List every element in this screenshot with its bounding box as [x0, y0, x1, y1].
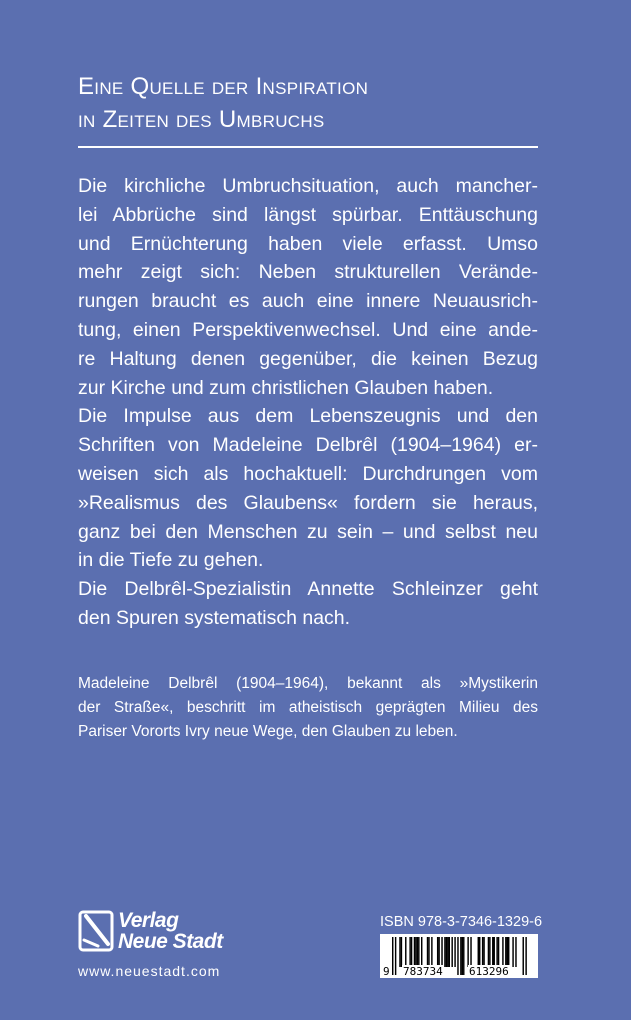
description-line: re Haltung denen gegenüber, die keinen Bezug	[78, 347, 538, 370]
barcode-bar	[405, 937, 406, 967]
barcode-bar	[512, 937, 513, 967]
barcode-bar	[417, 937, 418, 967]
barcode-bar	[444, 937, 445, 967]
barcode-bar	[507, 937, 508, 967]
description-line: mehr zeigt sich: Neben strukturellen Verände-	[78, 261, 538, 284]
barcode-digit-first: 9	[383, 965, 390, 978]
headline-line-1: Eine Quelle der Inspiration	[78, 73, 369, 100]
headline	[78, 70, 548, 136]
barcode-digits-right: 613296	[469, 965, 509, 978]
barcode-digits	[380, 965, 538, 979]
barcode-bar	[492, 937, 493, 967]
publisher-name	[118, 910, 223, 952]
barcode-bar	[483, 937, 484, 967]
barcode-bar	[414, 937, 415, 967]
isbn-label: ISBN 978-3-7346-1329-6	[380, 914, 543, 930]
description-line: und Ernüchterung haben viele erfasst. Umso	[78, 232, 538, 255]
description-line: »Realismus des Glaubens« fordern sie heraus,	[78, 491, 538, 514]
barcode-bar	[447, 937, 448, 967]
barcode-bar	[488, 937, 489, 967]
publisher-website: www.neuestadt.com	[78, 963, 221, 979]
barcode-bar	[446, 937, 447, 967]
barcode-bar	[428, 937, 429, 967]
barcode-bar	[479, 937, 480, 967]
barcode-bar	[415, 937, 416, 967]
barcode-bar	[427, 937, 428, 967]
barcode-bar	[467, 937, 468, 967]
barcode-bar	[454, 937, 455, 967]
barcode-bar	[421, 937, 422, 967]
barcode-bar	[482, 937, 483, 967]
description-line: lei Abbrüche sind längst spürbar. Enttäuschung	[78, 203, 538, 226]
publisher-name-line-2: Neue Stadt	[118, 930, 223, 953]
barcode-bar	[437, 937, 438, 967]
description-line: Schriften von Madeleine Delbrêl (1904–1964) er-	[78, 434, 538, 457]
barcode-bar	[494, 937, 495, 967]
barcode-bar	[489, 937, 490, 967]
bio-line: Madeleine Delbrêl (1904–1964), bekannt als »Mystikerin	[78, 675, 538, 692]
bio-line: Pariser Vororts Ivry neue Wege, den Glauben zu leben.	[78, 723, 458, 740]
barcode-bar	[470, 937, 471, 967]
barcode-bar	[451, 937, 452, 967]
publisher-logo	[78, 910, 278, 960]
barcode-bar	[399, 937, 400, 967]
barcode-digits-left: 783734	[403, 965, 443, 978]
divider-rule	[78, 146, 538, 148]
barcode-bar	[441, 937, 442, 967]
barcode-bar	[449, 937, 450, 967]
publisher-logo-icon	[78, 910, 114, 952]
barcode-bar	[431, 937, 432, 967]
headline-line-2: in Zeiten des Umbruchs	[78, 106, 325, 133]
barcode-bar	[438, 937, 439, 967]
barcode-bar	[502, 937, 503, 967]
description-line: Die kirchliche Umbruchsituation, auch mancher-	[78, 175, 538, 197]
description-text	[78, 172, 538, 633]
barcode-bar	[418, 937, 419, 967]
barcode-bar	[409, 937, 410, 967]
barcode-bar	[498, 937, 499, 967]
publisher-name-line-1: Verlag	[118, 909, 179, 932]
isbn-barcode	[380, 934, 538, 978]
description-line: den Spuren systematisch nach.	[78, 606, 351, 629]
barcode-bar	[515, 937, 516, 967]
bio-line: der Straße«, beschritt im atheistisch geprägten Milieu des	[78, 699, 538, 716]
barcode-bar	[411, 937, 412, 967]
barcode-bar	[401, 937, 402, 967]
description-line: Die Impulse aus dem Lebenszeugnis und den	[78, 405, 538, 428]
description-line: tung, einen Perspektivenwechsel. Und eine ande-	[78, 318, 538, 341]
author-bio	[78, 672, 538, 744]
description-line: ganz bei den Menschen zu sein – und selbst neu	[78, 520, 538, 543]
description-line: weisen sich als hochaktuell: Durchdrungen vom	[78, 462, 538, 485]
barcode-bar	[478, 937, 479, 967]
description-line: zur Kirche und zum christlichen Glauben haben.	[78, 376, 494, 399]
barcode-bar	[508, 937, 509, 967]
description-line: Die Delbrêl-Spezialistin Annette Schleinzer geht	[78, 578, 538, 601]
description-line: in die Tiefe zu gehen.	[78, 549, 264, 572]
barcode-bar	[505, 937, 506, 967]
barcode-bar	[496, 937, 497, 967]
description-line: rungen braucht es auch eine innere Neuausrich-	[78, 290, 538, 313]
